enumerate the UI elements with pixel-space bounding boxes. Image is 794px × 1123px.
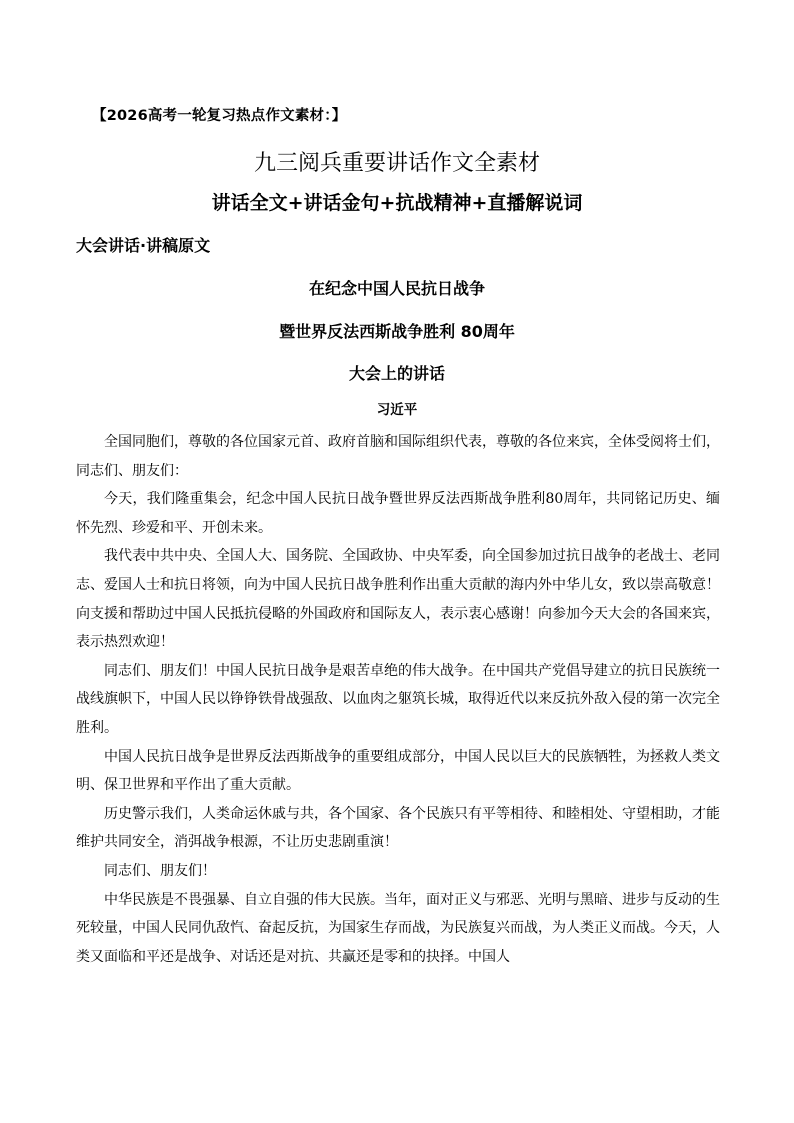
speech-paragraph: 今天，我们隆重集会，纪念中国人民抗日战争暨世界反法西斯战争胜利80周年，共同铭记历史、缅怀先烈、珍爱和平、开创未来。 (76, 491, 720, 536)
topic-tag-line: 【2026高考一轮复习热点作文素材：】 (92, 108, 347, 124)
speech-body (76, 428, 720, 971)
speech-paragraph: 同志们、朋友们！中国人民抗日战争是艰苦卓绝的伟大战争。在中国共产党倡导建立的抗日民族统一战线旗帜下，中国人民以铮铮铁骨战强敌、以血肉之躯筑长城，取得近代以来反抗外敌入侵的第一次完全胜利。 (76, 662, 720, 736)
speech-paragraph: 历史警示我们，人类命运休戚与共，各个国家、各个民族只有平等相待、和睦相处、守望相助，才能维护共同安全，消弭战争根源，不让历史悲剧重演！ (76, 805, 720, 851)
speech-paragraph: 同志们、朋友们！ (104, 862, 216, 879)
speaker-name: 习近平 (376, 402, 418, 418)
speech-title-line-3: 大会上的讲话 (348, 364, 445, 383)
speech-title-line-1: 在纪念中国人民抗日战争 (308, 279, 485, 298)
speech-paragraph: 我代表中共中央、全国人大、国务院、全国政协、中央军委，向全国参加过抗日战争的老战士、老同志、爱国人士和抗日将领，向为中国人民抗日战争胜利作出重大贡献的海内外中华儿女，致以崇高敬意！向支援和帮助过中国人民抵抗侵略的外国政府和国际友人，表示衷心感谢！向参加今天大会的各国来宾，表示热烈欢迎！ (76, 548, 720, 651)
speech-paragraph: 全国同胞们，尊敬的各位国家元首、政府首脑和国际组织代表，尊敬的各位来宾，全体受阅将士们，同志们、朋友们： (76, 434, 720, 479)
speech-paragraph: 中华民族是不畏强暴、自立自强的伟大民族。当年，面对正义与邪恶、光明与黑暗、进步与反动的生死较量，中国人民同仇敌忾、奋起反抗，为国家生存而战，为民族复兴而战，为人类正义而战。今天，人类又面临和平还是战争、对话还是对抗、共赢还是零和的抉择。中国人 (76, 891, 720, 965)
document-subtitle: 讲话全文+讲话金句+抗战精神+直播解说词 (211, 192, 583, 214)
section-heading: 大会讲话·讲稿原文 (76, 236, 211, 255)
speech-title-line-2: 暨世界反法西斯战争胜利 80周年 (279, 322, 515, 341)
document-title: 九三阅兵重要讲话作文全素材 (253, 151, 540, 176)
speech-paragraph: 中国人民抗日战争是世界反法西斯战争的重要组成部分，中国人民以巨大的民族牺牲，为拯救人类文明、保卫世界和平作出了重大贡献。 (76, 748, 720, 794)
